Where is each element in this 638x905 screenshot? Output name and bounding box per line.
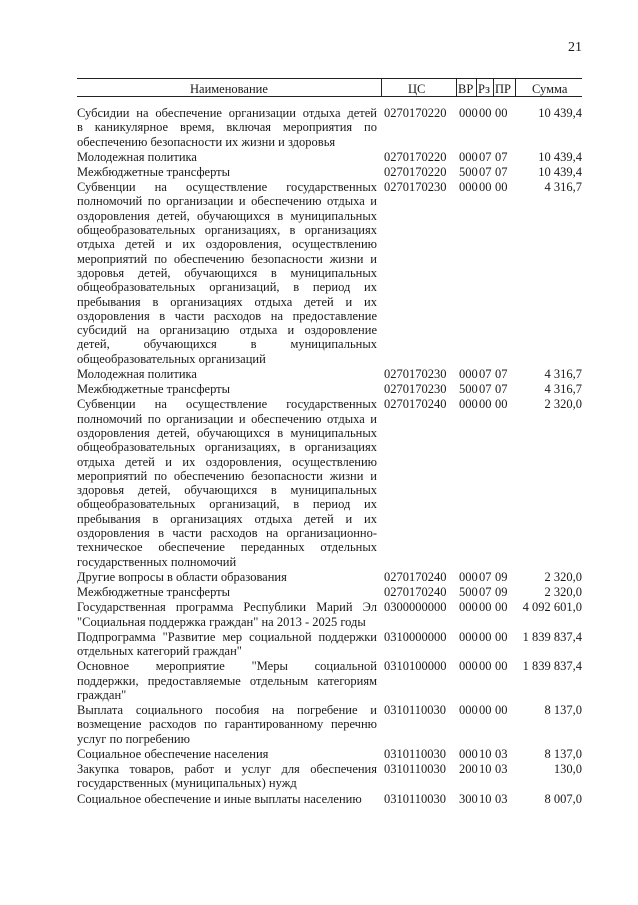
page-number: 21 — [568, 40, 582, 55]
row-name-line: здоровья детей, обучающихся в муниципальных — [77, 265, 377, 280]
row-name-line: "Социальная поддержка граждан" на 2013 - 2025 годы — [77, 614, 366, 629]
row-name — [77, 585, 377, 599]
row-cs: 0270170230 — [384, 180, 447, 195]
row-pr: 00 — [495, 703, 508, 718]
header-vr: ВР — [458, 82, 474, 96]
row-vr: 000 — [459, 149, 478, 164]
row-name — [77, 150, 377, 164]
row-rz: 07 — [479, 585, 492, 600]
row-name-line: детей, обучающихся в муниципальных — [77, 337, 377, 352]
row-vr: 000 — [459, 367, 478, 381]
row-name-line: оздоровления в части расходов на предоставление — [77, 308, 377, 323]
row-sum: 4 092 601,0 — [522, 600, 582, 615]
row-name — [77, 747, 377, 761]
row-pr: 00 — [495, 180, 508, 195]
row-sum: 10 439,4 — [538, 149, 582, 164]
row-sum: 8 137,0 — [544, 746, 582, 761]
row-rz: 10 — [479, 746, 492, 761]
row-rz: 07 — [479, 569, 492, 584]
row-sum: 2 320,0 — [544, 585, 582, 600]
row-name-line: мероприятий по обеспечению безопасности жизни и — [77, 251, 377, 266]
row-name-line: пребывания в организациях отдыха детей и их — [77, 511, 377, 526]
row-vr: 000 — [459, 659, 478, 674]
row-name-line: Подпрограмма "Развитие мер социальной поддержки — [77, 629, 377, 644]
row-cs: 0300000000 — [384, 600, 447, 615]
row-vr: 500 — [459, 165, 478, 179]
row-name-line: Другие вопросы в области образования — [77, 569, 287, 584]
row-rz: 07 — [479, 382, 492, 397]
row-name-line: в каникулярное время, включая мероприятия по — [77, 120, 377, 135]
row-rz: 00 — [479, 703, 492, 718]
row-name — [77, 762, 377, 791]
row-vr: 000 — [459, 106, 478, 120]
row-vr: 300 — [459, 791, 478, 806]
row-rz: 07 — [479, 149, 492, 164]
row-name-line: Субвенции на осуществление государственных — [77, 397, 377, 412]
row-name-line: Государственная программа Республики Марий Эл — [77, 600, 377, 615]
row-name-line: пребывания в организациях отдыха детей и их — [77, 294, 377, 309]
row-name-line: общеобразовательных организаций, в период их — [77, 280, 377, 295]
row-cs: 0310110030 — [384, 791, 447, 806]
row-name-line: Социальное обеспечение и иные выплаты населению — [77, 791, 362, 806]
row-name-line: Молодежная политика — [77, 149, 197, 164]
row-name-line: Основное мероприятие "Меры социальной — [77, 659, 377, 674]
row-vr: 000 — [459, 569, 478, 584]
header-sum: Сумма — [532, 82, 568, 96]
header-divider — [493, 78, 494, 97]
row-sum: 10 439,4 — [538, 165, 582, 179]
row-pr: 00 — [495, 397, 508, 412]
row-rz: 07 — [479, 165, 492, 179]
row-name-line: общеобразовательных организаций, в период их — [77, 497, 377, 512]
row-sum: 4 316,7 — [544, 367, 582, 381]
header-cs: ЦС — [408, 82, 426, 96]
row-name — [77, 600, 377, 629]
row-name-line: Выплата социального пособия на погребение и — [77, 703, 377, 718]
row-name-line: полномочий по организации и обеспечению отдыха и — [77, 411, 377, 426]
row-rz: 00 — [479, 180, 492, 195]
row-cs: 0310100000 — [384, 659, 447, 674]
row-vr: 000 — [459, 746, 478, 761]
row-pr: 07 — [495, 367, 508, 381]
row-name — [77, 570, 377, 584]
header-rz: Рз — [478, 82, 490, 96]
row-vr: 000 — [459, 629, 478, 644]
row-rz: 10 — [479, 791, 492, 806]
row-name — [77, 180, 377, 366]
row-name-line: поддержки, предоставляемые отдельным категориям — [77, 673, 377, 688]
row-cs: 0270170220 — [384, 165, 447, 179]
row-name-line: Субвенции на осуществление государственных — [77, 180, 377, 195]
row-cs: 0270170240 — [384, 585, 447, 600]
row-vr: 200 — [459, 762, 478, 777]
row-name-line: государственных полномочий — [77, 554, 237, 569]
row-pr: 07 — [495, 165, 508, 179]
row-pr: 09 — [495, 569, 508, 584]
row-pr: 07 — [495, 149, 508, 164]
row-name-line: общеобразовательных организациях, в организациях — [77, 223, 377, 238]
row-name — [77, 630, 377, 659]
row-vr: 000 — [459, 600, 478, 615]
row-sum: 4 316,7 — [544, 382, 582, 397]
row-pr: 07 — [495, 382, 508, 397]
row-cs: 0270170230 — [384, 382, 447, 397]
row-name — [77, 106, 377, 149]
row-pr: 00 — [495, 600, 508, 615]
row-cs: 0270170220 — [384, 106, 447, 120]
row-pr: 03 — [495, 762, 508, 777]
row-rz: 00 — [479, 397, 492, 412]
row-sum: 2 320,0 — [544, 397, 582, 412]
row-cs: 0310000000 — [384, 629, 447, 644]
row-cs: 0270170240 — [384, 397, 447, 412]
row-name-line: Социальное обеспечение населения — [77, 746, 269, 761]
row-name-line: мероприятий по обеспечению безопасности жизни и — [77, 468, 377, 483]
header-divider — [476, 78, 477, 97]
row-name-line: отдыха детей и их оздоровления, осуществлению — [77, 454, 377, 469]
row-sum: 4 316,7 — [544, 180, 582, 195]
row-cs: 0270170230 — [384, 367, 447, 381]
row-vr: 500 — [459, 585, 478, 600]
row-sum: 1 839 837,4 — [522, 659, 582, 674]
row-vr: 000 — [459, 180, 478, 195]
row-rz: 00 — [479, 106, 492, 120]
row-name-line: Межбюджетные трансферты — [77, 382, 231, 397]
row-vr: 000 — [459, 397, 478, 412]
row-name-line: государственных (муниципальных) нужд — [77, 776, 297, 791]
row-sum: 2 320,0 — [544, 569, 582, 584]
row-name-line: отдыха детей и их оздоровления, осуществлению — [77, 237, 377, 252]
header-divider — [456, 78, 457, 97]
row-name-line: Молодежная политика — [77, 367, 197, 381]
row-cs: 0310110030 — [384, 746, 447, 761]
row-cs: 0270170240 — [384, 569, 447, 584]
row-vr: 000 — [459, 703, 478, 718]
row-name — [77, 367, 377, 381]
row-name — [77, 659, 377, 702]
row-sum: 8 007,0 — [544, 791, 582, 806]
row-rz: 07 — [479, 367, 492, 381]
row-sum: 8 137,0 — [544, 703, 582, 718]
row-name — [77, 165, 377, 179]
row-name-line: обеспечению безопасности их жизни и здоровья — [77, 134, 336, 149]
row-name-line: Закупка товаров, работ и услуг для обеспечения — [77, 762, 377, 777]
row-name-line: оздоровления детей, обучающихся в муниципальных — [77, 208, 377, 223]
row-cs: 0310110030 — [384, 703, 447, 718]
row-name-line: общеобразовательных организаций — [77, 351, 266, 366]
row-pr: 09 — [495, 585, 508, 600]
row-name-line: отдельных категорий граждан" — [77, 644, 242, 659]
row-name — [77, 397, 377, 569]
row-name-line: Межбюджетные трансферты — [77, 585, 231, 600]
row-rz: 10 — [479, 762, 492, 777]
row-pr: 00 — [495, 629, 508, 644]
row-pr: 00 — [495, 106, 508, 120]
row-pr: 03 — [495, 791, 508, 806]
row-name-line: общеобразовательных организациях, в организациях — [77, 440, 377, 455]
row-name-line: техническое обеспечение переданных отдельных — [77, 540, 377, 555]
row-name-line: полномочий по организации и обеспечению отдыха и — [77, 194, 377, 209]
row-name-line: здоровья детей, обучающихся в муниципальных — [77, 483, 377, 498]
header-divider — [381, 78, 382, 97]
row-name-line: Субсидии на обеспечение организации отдыха детей — [77, 106, 377, 120]
row-rz: 00 — [479, 600, 492, 615]
row-name-line: оздоровления в части расходов на организационно- — [77, 526, 377, 541]
row-pr: 03 — [495, 746, 508, 761]
row-rz: 00 — [479, 629, 492, 644]
row-name — [77, 382, 377, 396]
row-name-line: субсидий на организацию отдыха и оздоровление — [77, 323, 377, 338]
row-name-line: граждан" — [77, 687, 127, 702]
header-bottom-rule — [77, 96, 582, 97]
row-cs: 0310110030 — [384, 762, 447, 777]
row-pr: 00 — [495, 659, 508, 674]
header-pr: ПР — [495, 82, 511, 96]
row-cs: 0270170220 — [384, 149, 447, 164]
row-name — [77, 792, 377, 806]
row-name-line: возмещение расходов по гарантированному перечню — [77, 717, 377, 732]
row-name — [77, 703, 377, 746]
row-name-line: Межбюджетные трансферты — [77, 165, 231, 179]
header-name: Наименование — [190, 82, 268, 96]
row-sum: 130,0 — [553, 762, 582, 777]
row-vr: 500 — [459, 382, 478, 397]
row-sum: 10 439,4 — [538, 106, 582, 120]
row-sum: 1 839 837,4 — [522, 629, 582, 644]
row-name-line: услуг по погребению — [77, 731, 190, 746]
header-divider — [515, 78, 516, 97]
row-rz: 00 — [479, 659, 492, 674]
row-name-line: оздоровления детей, обучающихся в муниципальных — [77, 425, 377, 440]
header-top-rule — [77, 78, 582, 79]
